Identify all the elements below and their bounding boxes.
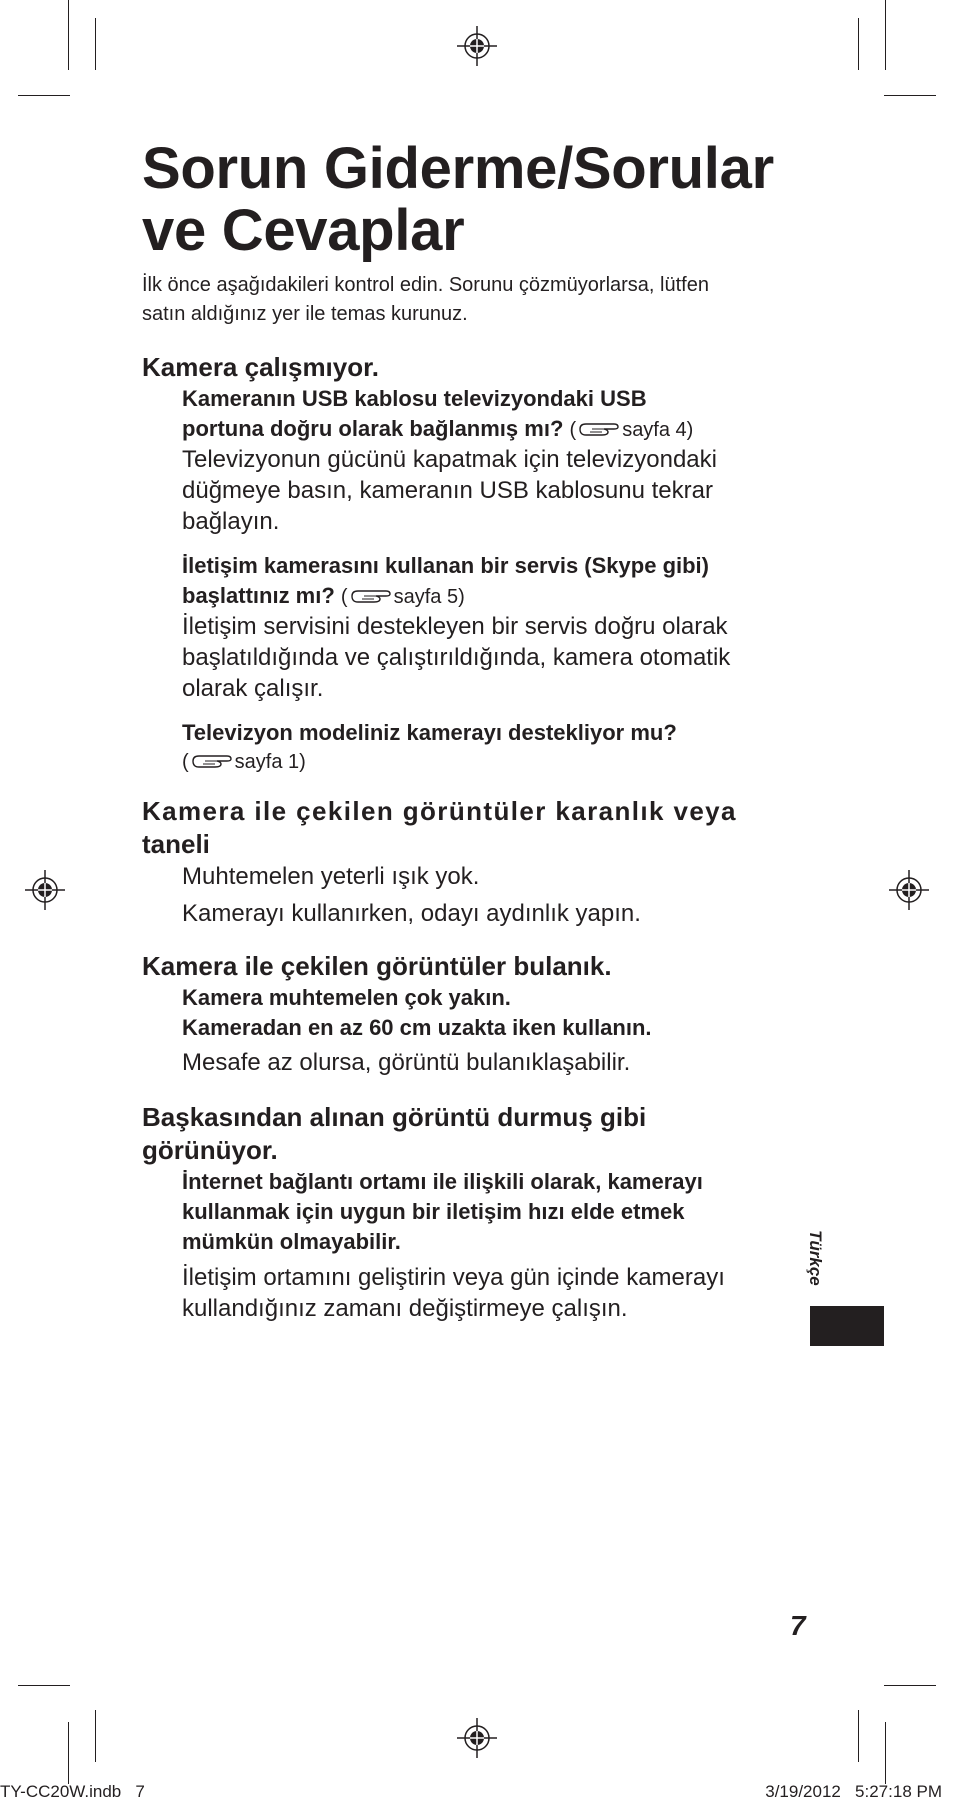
answer-line: Televizyonun gücünü kapatmak için televizyondaki: [182, 446, 717, 473]
question-line: Kameradan en az 60 cm uzakta iken kullanın.: [182, 1015, 652, 1040]
page-reference: ( sayfa 5): [340, 586, 465, 608]
section-heading: Kamera ile çekilen görüntüler bulanık.: [142, 951, 612, 981]
footer-timestamp: 3/19/2012 5:27:18 PM: [765, 1782, 942, 1801]
crop-mark: [68, 1722, 69, 1784]
title-line: Sorun Giderme/Sorular: [142, 136, 774, 201]
section-heading: taneli: [142, 829, 210, 859]
page-reference-text: sayfa 5): [393, 586, 465, 608]
question-line: [182, 414, 693, 445]
crop-mark: [858, 1710, 859, 1762]
pointing-hand-icon: [191, 752, 233, 770]
page-reference: ( sayfa 4): [569, 419, 694, 441]
footer-filename: TY-CC20W.indb 7: [0, 1782, 145, 1801]
crop-mark: [858, 18, 859, 70]
question-line: [182, 746, 306, 777]
crop-mark: [95, 1710, 96, 1762]
question-line: kullanmak için uygun bir iletişim hızı elde etmek: [182, 1199, 685, 1224]
answer-line: bağlayın.: [182, 508, 280, 535]
registration-mark-icon: [457, 26, 497, 66]
answer-line: düğmeye basın, kameranın USB kablosunu tekrar: [182, 477, 713, 504]
answer-line: kullandığınız zamanı değiştirmeye çalışın.: [182, 1295, 628, 1322]
crop-mark: [18, 95, 70, 96]
answer-line: İletişim ortamını geliştirin veya gün içinde kamerayı: [182, 1264, 725, 1291]
question-line: mümkün olmayabilir.: [182, 1229, 401, 1254]
answer-line: İletişim servisini destekleyen bir servis doğru olarak: [182, 613, 728, 640]
crop-mark: [18, 1685, 70, 1686]
section-heading: görünüyor.: [142, 1135, 278, 1165]
question-line: Kameranın USB kablosu televizyondaki USB: [182, 386, 647, 411]
question-line: İletişim kamerasını kullanan bir servis (Skype gibi): [182, 553, 709, 578]
answer-line: Muhtemelen yeterli ışık yok.: [182, 863, 480, 890]
intro-line: İlk önce aşağıdakileri kontrol edin. Sorunu çözmüyorlarsa, lütfen: [142, 274, 709, 296]
section-heading: Başkasından alınan görüntü durmuş gibi: [142, 1102, 647, 1132]
pointing-hand-icon: [578, 420, 620, 438]
intro-line: satın aldığınız yer ile temas kurunuz.: [142, 303, 468, 325]
page-reference-text: sayfa 4): [622, 419, 694, 441]
registration-mark-icon: [889, 870, 929, 910]
question-line: Televizyon modeliniz kamerayı destekliyor mu?: [182, 720, 677, 745]
title-line: ve Cevaplar: [142, 198, 465, 263]
section-heading: Kamera ile çekilen görüntüler karanlık veya: [142, 796, 737, 826]
page-number: 7: [790, 1610, 806, 1641]
crop-mark: [884, 95, 936, 96]
intro-text: [142, 271, 822, 329]
question-line: Kamera muhtemelen çok yakın.: [182, 985, 511, 1010]
page-title: [142, 138, 774, 262]
question-text: portuna doğru olarak bağlanmış mı?: [182, 416, 564, 441]
question-line: İnternet bağlantı ortamı ile ilişkili olarak, kamerayı: [182, 1169, 703, 1194]
language-tab-label: Türkçe: [806, 1230, 825, 1286]
language-tab: [810, 1306, 884, 1346]
crop-mark: [884, 1685, 936, 1686]
page-reference-text: sayfa 1): [234, 751, 306, 773]
question-line: [182, 581, 465, 612]
crop-mark: [885, 1722, 886, 1784]
section-heading: Kamera çalışmıyor.: [142, 352, 380, 382]
registration-mark-icon: [457, 1718, 497, 1758]
answer-line: başlatıldığında ve çalıştırıldığında, kamera otomatik: [182, 644, 731, 671]
answer-line: olarak çalışır.: [182, 675, 324, 702]
pointing-hand-icon: [350, 587, 392, 605]
crop-mark: [885, 0, 886, 70]
answer-line: Mesafe az olursa, görüntü bulanıklaşabilir.: [182, 1049, 631, 1076]
registration-mark-icon: [25, 870, 65, 910]
page-reference: ( sayfa 1): [182, 751, 306, 773]
crop-mark: [95, 18, 96, 70]
question-text: başlattınız mı?: [182, 583, 335, 608]
crop-mark: [68, 0, 69, 70]
answer-line: Kamerayı kullanırken, odayı aydınlık yapın.: [182, 900, 641, 927]
